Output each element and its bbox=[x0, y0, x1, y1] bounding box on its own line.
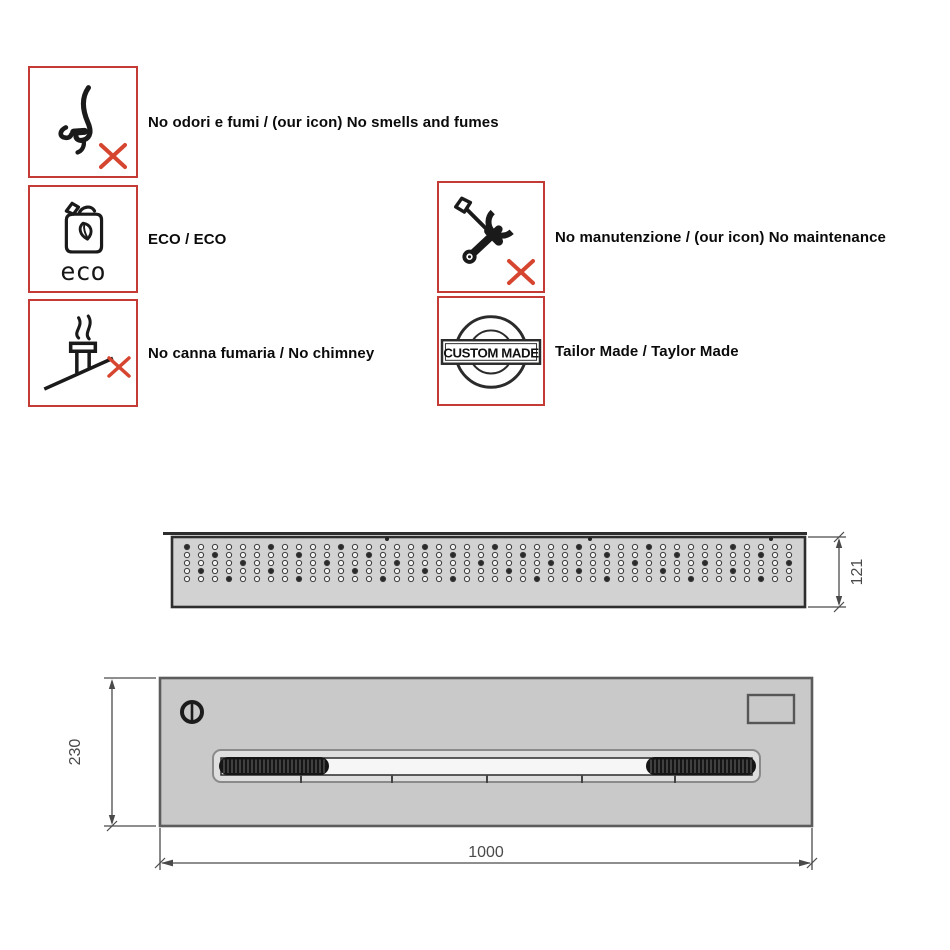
top-view-body bbox=[172, 537, 805, 607]
chimney-icon bbox=[39, 309, 127, 397]
no-smells-icon-box bbox=[28, 66, 138, 178]
width-dimension-label: 1000 bbox=[468, 844, 504, 861]
feature-label-no-chimney: No canna fumaria / No chimney bbox=[148, 344, 375, 362]
no-maintenance-icon-box bbox=[437, 181, 545, 293]
burner-slot bbox=[213, 750, 760, 783]
dimension-height bbox=[104, 678, 156, 831]
eco-can-label: eco bbox=[60, 256, 106, 286]
burner-top-view bbox=[163, 532, 866, 612]
stamp-text: CUSTOM MADE bbox=[443, 345, 539, 361]
eco-icon-box bbox=[28, 185, 138, 293]
technical-drawing bbox=[0, 500, 950, 920]
depth-dimension-label: 121 bbox=[849, 558, 866, 586]
feature-no-maintenance bbox=[437, 181, 886, 293]
feature-label-eco: ECO / ECO bbox=[148, 230, 227, 248]
feature-label-tailor-made: Tailor Made / Taylor Made bbox=[555, 342, 739, 360]
regulator-knob-icon bbox=[182, 702, 202, 722]
feature-label-no-smells: No odori e fumi / (our icon) No smells and fumes bbox=[148, 113, 499, 131]
feature-label-no-maintenance: No manutenzione / (our icon) No maintenance bbox=[555, 228, 886, 246]
feature-eco bbox=[28, 185, 226, 293]
red-cross-icon bbox=[97, 142, 129, 170]
burner-front-view bbox=[67, 678, 817, 870]
tailor-made-icon-box bbox=[437, 296, 545, 406]
feature-no-chimney bbox=[28, 299, 374, 407]
dimension-depth bbox=[808, 532, 846, 612]
eco-jerrycan-icon bbox=[50, 195, 116, 259]
custom-made-stamp-icon bbox=[440, 302, 542, 400]
feature-no-smells bbox=[28, 66, 499, 178]
red-cross-icon bbox=[106, 355, 132, 379]
no-chimney-icon-box bbox=[28, 299, 138, 407]
height-dimension-label: 230 bbox=[67, 738, 84, 766]
feature-tailor-made bbox=[437, 296, 739, 406]
red-cross-icon bbox=[505, 258, 537, 286]
